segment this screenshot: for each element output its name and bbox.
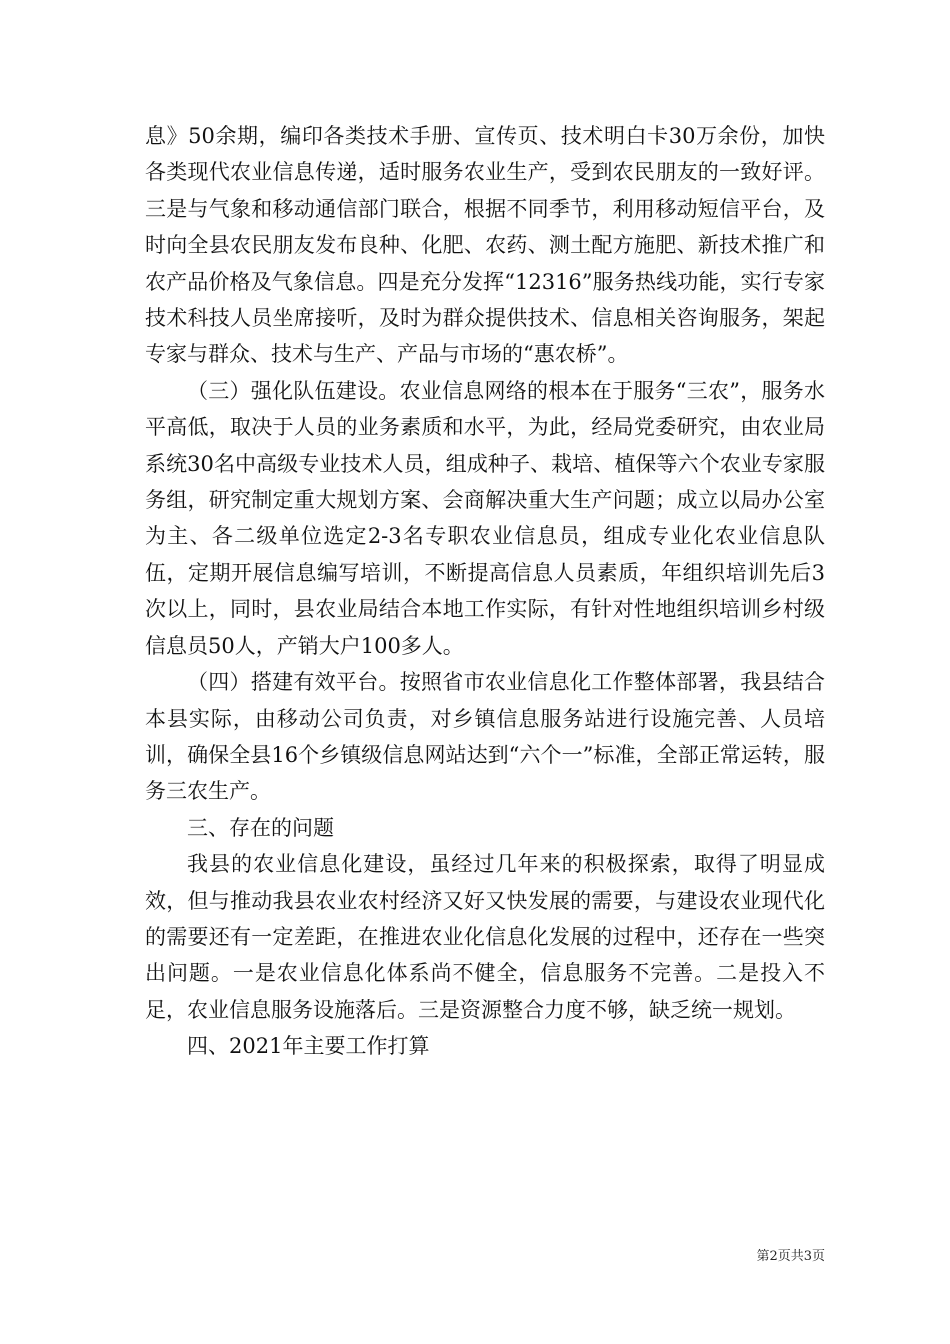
paragraph-info-services: 息》50余期，编印各类技术手册、宣传页、技术明白卡30万余份，加快各类现代农业信息传递，适时服务农业生产，受到农民朋友的一致好评。三是与气象和移动通信部门联合，根据不同季节，利用移动短信平台，及时向全县农民朋友发布良种、化肥、农药、测土配方施肥、新技术推广和农产品价格及气象信息。四是充分发挥“12316”服务热线功能，实行专家技术科技人员坐席接听，及时为群众提供技术、信息相关咨询服务，架起专家与群众、技术与生产、产品与市场的“惠农桥”。 [145, 124, 825, 367]
section-heading-problems: 三、存在的问题 [187, 815, 334, 840]
paragraph-problems: 我县的农业信息化建设，虽经过几年来的积极探索，取得了明显成效，但与推动我县农业农村经济又好又快发展的需要，与建设农业现代化的需要还有一定差距，在推进农业化信息化发展的过程中，还存在一些突出问题。一是农业信息化体系尚不健全，信息服务不完善。二是投入不足，农业信息服务设施落后。三是资源整合力度不够，缺乏统一规划。 [145, 852, 825, 1022]
document-body [145, 118, 825, 1065]
paragraph-team-building: （三）强化队伍建设。农业信息网络的根本在于服务“三农”，服务水平高低，取决于人员的业务素质和水平，为此，经局党委研究，由农业局系统30名中高级专业技术人员，组成种子、栽培、植保等六个农业专家服务组，研究制定重大规划方案、会商解决重大生产问题；成立以局办公室为主、各二级单位选定2-3名专职农业信息员，组成专业化农业信息队伍，定期开展信息编写培训，不断提高信息人员素质，年组织培训先后3次以上，同时，县农业局结合本地工作实际，有针对性地组织培训乡村级信息员50人，产销大户100多人。 [145, 378, 825, 658]
paragraph-platform-building: （四）搭建有效平台。按照省市农业信息化工作整体部署，我县结合本县实际，由移动公司负责，对乡镇信息服务站进行设施完善、人员培训，确保全县16个乡镇级信息网站达到“六个一”标准，全部正常运转，服务三农生产。 [145, 670, 825, 804]
section-heading-plans: 四、2021年主要工作打算 [187, 1034, 430, 1059]
page-number: 第2页共3页 [756, 1249, 825, 1264]
